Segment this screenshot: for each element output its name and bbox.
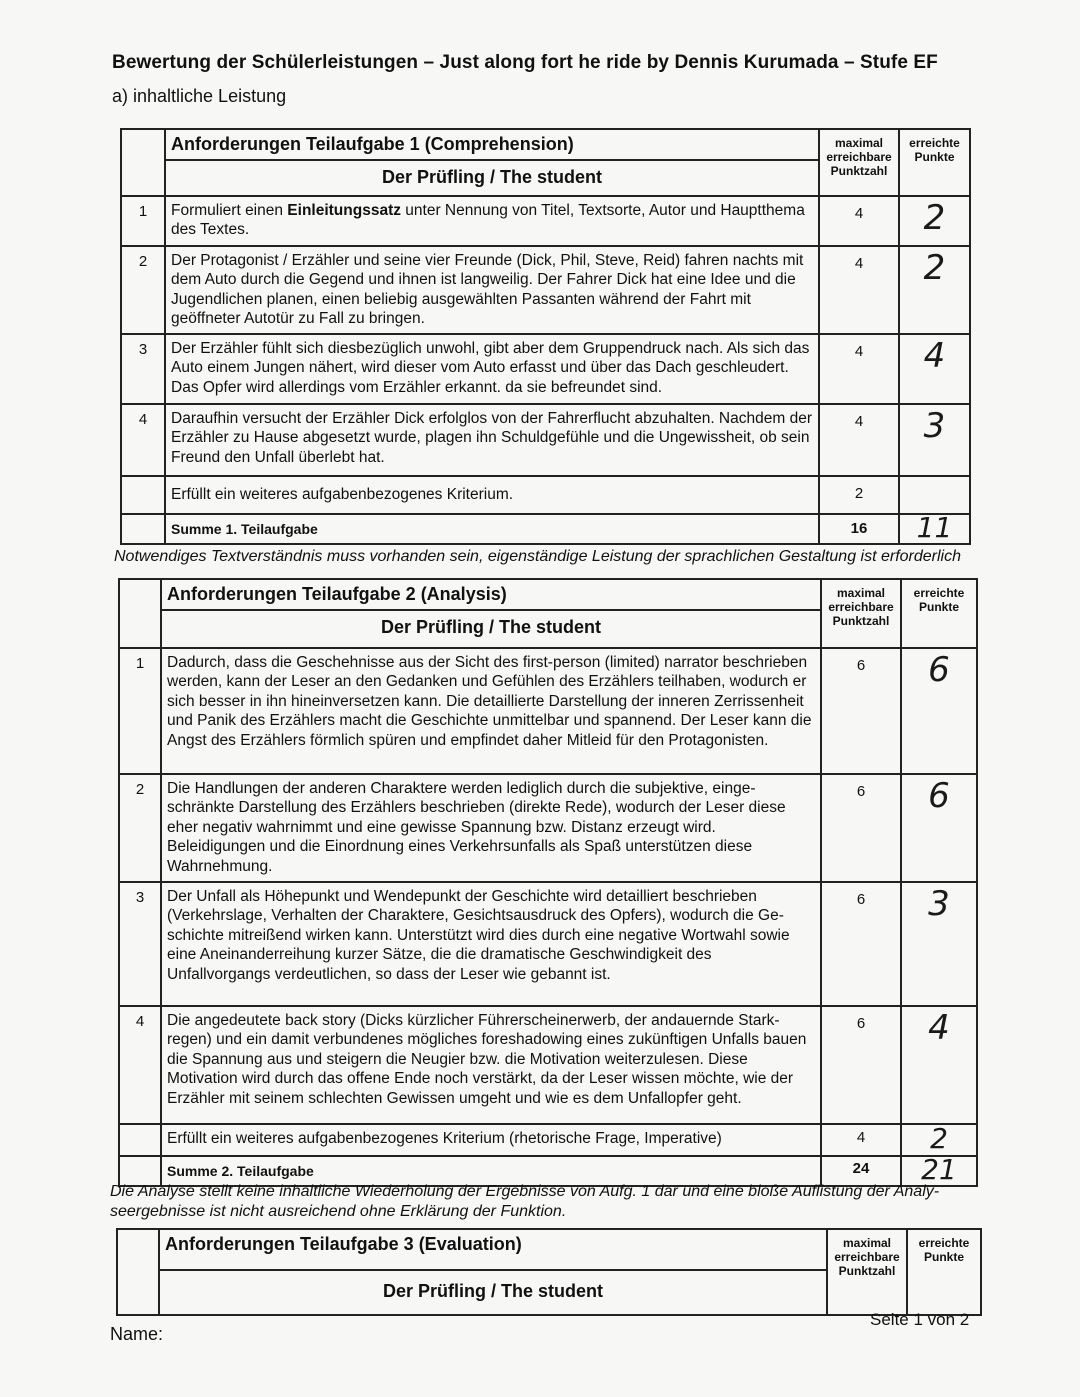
max-points-header: maximal erreichbare Punktzahl [828,586,894,628]
max-points: 4 [821,1124,901,1156]
document-heading: Bewertung der Schülerleistungen – Just along fort he ride by Dennis Kurumada – Stufe EF [112,52,938,73]
page-number: Seite 1 von 2 [870,1310,970,1329]
max-points: 2 [819,476,899,514]
achieved-points-header: erreichte Punkte [913,586,965,614]
max-points: 4 [819,196,899,246]
student-label: Der Prüfling / The student [382,1281,603,1301]
table-row [119,774,977,882]
sum-label: Summe 1. Teilaufgabe [165,514,819,544]
max-points: 4 [819,404,899,476]
table-row [121,196,970,246]
handwritten-score: 2 [899,246,970,334]
max-points: 6 [821,648,901,774]
task2-header-row [119,579,977,648]
extra-criterion-row [121,476,970,514]
row-number: 4 [121,404,165,476]
task1-header-row [121,129,970,196]
sum-max-points: 24 [821,1156,901,1186]
extra-criterion-row [119,1124,977,1156]
max-points: 4 [819,246,899,334]
task3-header-row [117,1229,981,1315]
criterion-text: Daraufhin versucht der Erzähler Dick erfolglos von der Fahrerflucht abzuhalten. Nachdem der Erzähler zu Hause abgesetzt wurde, plagen ihn Schuldgefühle und die Ungewissheit, ob sein Freund den Unfall überlebt hat. [165,404,819,476]
table-row [119,1006,977,1124]
criterion-text: Der Erzähler fühlt sich diesbezüglich unwohl, gibt aber dem Gruppendruck nach. Als sich das Auto einem Jungen nähert, wird dieser vom Auto erfasst und über das Dach geschleudert. Das Opfer wird allerdings vom Erzähler erkannt. da sie befreundet sind. [165,334,819,404]
table-row [119,882,977,1006]
handwritten-sum: 21 [901,1156,977,1186]
max-points: 6 [821,774,901,882]
criterion-text: Der Unfall als Höhepunkt und Wendepunkt der Geschichte wird detailliert beschrieben (Verkehrslage, Verhalten der Charaktere, Gesichtsausdruck des Opfers), wodurch die Geschichte mitreißend wirken kann. Unterstützt wird dies durch eine negative Wortwahl sowie eine Aneinanderreihung kurzer Sätze, die die dramatische Geschwindigkeit des Unfallvorgangs verdeutlichen, so dass der Leser wie gebannt ist. [161,882,821,1006]
handwritten-score [899,476,970,514]
achieved-points-header: erreichte Punkte [918,1236,970,1264]
handwritten-score: 4 [899,334,970,404]
task1-table [120,128,971,545]
criterion-text: Der Protagonist / Erzähler und seine vier Freunde (Dick, Phil, Steve, Reid) fahren nachts mit dem Auto durch die Gegend und ihnen ist langweilig. Der Fahrer Dick hat eine Idee und die Jugendlichen planen, einen beliebig ausgewählten Passanten während der Fahrt mit geöffneter Autotür zu Fall zu bringen. [165,246,819,334]
max-points: 6 [821,882,901,1006]
handwritten-score: 6 [901,648,977,774]
criterion-text: Die angedeutete back story (Dicks kürzlicher Führerscheinerwerb, der andauernde Starkregen) und ein damit verbundenes mögliches foreshadowing eines zukünftigen Unfalls bauen die Spannung aus und steigern die Neugier bzw. die Motivation weiterzulesen. Diese Motivation wird durch das offene Ende noch verstärkt, da der Leser wissen möchte, wie der Erzähler mit seinem schlechten Gewissen umgeht und wie es dem Unfallopfer geht. [161,1006,821,1124]
task1-note: Notwendiges Textverständnis muss vorhanden sein, eigenständige Leistung der sprachlichen Gestaltung ist erforderlich [114,548,962,565]
criterion-text: Dadurch, dass die Geschehnisse aus der Sicht des first-person (limited) narrator beschrieben werden, kann der Leser an den Gedanken und Gefühlen des Erzählers teilhaben, wodurch er sich besser in ihn hineinversetzen kann. Die detaillierte Darstellung der inneren Zerrissenheit und Panik des Erzählers macht die Geschichte unmittelbar und spannend. Der Leser kann die Angst des Erzählers förmlich spüren und empfindet daher Mitleid für den Protagonisten. [161,648,821,774]
criterion-text: Erfüllt ein weiteres aufgabenbezogenes Kriterium (rhetorische Frage, Imperative) [161,1124,821,1156]
handwritten-score: 4 [901,1006,977,1124]
criterion-text: Die Handlungen der anderen Charaktere werden lediglich durch die subjektive, eingeschränkte Darstellung des Erzählers beschrieben (direkte Rede), wodurch der Leser diese eher negativ wahrnimmt und eine gewisse Spannung bzw. Distanz erzeugt wird. Beleidigungen und die Einordnung eines Verkehrsunfalls als Spaß unterstützen diese Wahrnehmung. [161,774,821,882]
row-number: 3 [121,334,165,404]
criterion-text: Erfüllt ein weiteres aufgabenbezogenes Kriterium. [165,476,819,514]
sum-label: Summe 2. Teilaufgabe [161,1156,821,1186]
handwritten-score: 2 [901,1124,977,1156]
handwritten-score: 2 [899,196,970,246]
row-number: 2 [121,246,165,334]
handwritten-score: 3 [899,404,970,476]
task2-note: Die Analyse stellt keine inhaltliche Wiederholung der Ergebnisse von Aufg. 1 dar und eine bloße Auflistung der Analyseergebnisse ist nicht ausreichend ohne Erklärung der Funktion. [110,1183,940,1220]
task3-table [116,1228,982,1316]
task2-title: Anforderungen Teilaufgabe 2 (Analysis) [162,580,820,611]
achieved-points-header: erreichte Punkte [909,136,960,164]
handwritten-score: 6 [901,774,977,882]
student-label: Der Prüfling / The student [380,617,601,637]
row-number: 3 [119,882,161,1006]
handwritten-score: 3 [901,882,977,1006]
max-points-header: maximal erreichbare Punktzahl [826,136,892,178]
table-row [121,404,970,476]
sum-row [121,514,970,544]
row-number: 1 [121,196,165,246]
table-row [119,648,977,774]
task2-table [118,578,978,1187]
handwritten-sum: 11 [899,514,970,544]
max-points-header: maximal erreichbare Punktzahl [834,1236,900,1278]
row-number: 1 [119,648,161,774]
table-row [121,246,970,334]
max-points: 4 [819,334,899,404]
task3-title: Anforderungen Teilaufgabe 3 (Evaluation) [160,1230,826,1271]
criterion-text: Formuliert einen Einleitungssatz unter Nennung von Titel, Textsorte, Autor und Hauptthema des Textes. [165,196,819,246]
table-row [121,334,970,404]
section-subheading: a) inhaltliche Leistung [112,86,287,106]
row-number: 4 [119,1006,161,1124]
row-number: 2 [119,774,161,882]
name-label: Name: [110,1324,164,1344]
task1-title: Anforderungen Teilaufgabe 1 (Comprehension) [166,130,818,161]
student-label: Der Prüfling / The student [381,167,602,187]
max-points: 6 [821,1006,901,1124]
sum-max-points: 16 [819,514,899,544]
